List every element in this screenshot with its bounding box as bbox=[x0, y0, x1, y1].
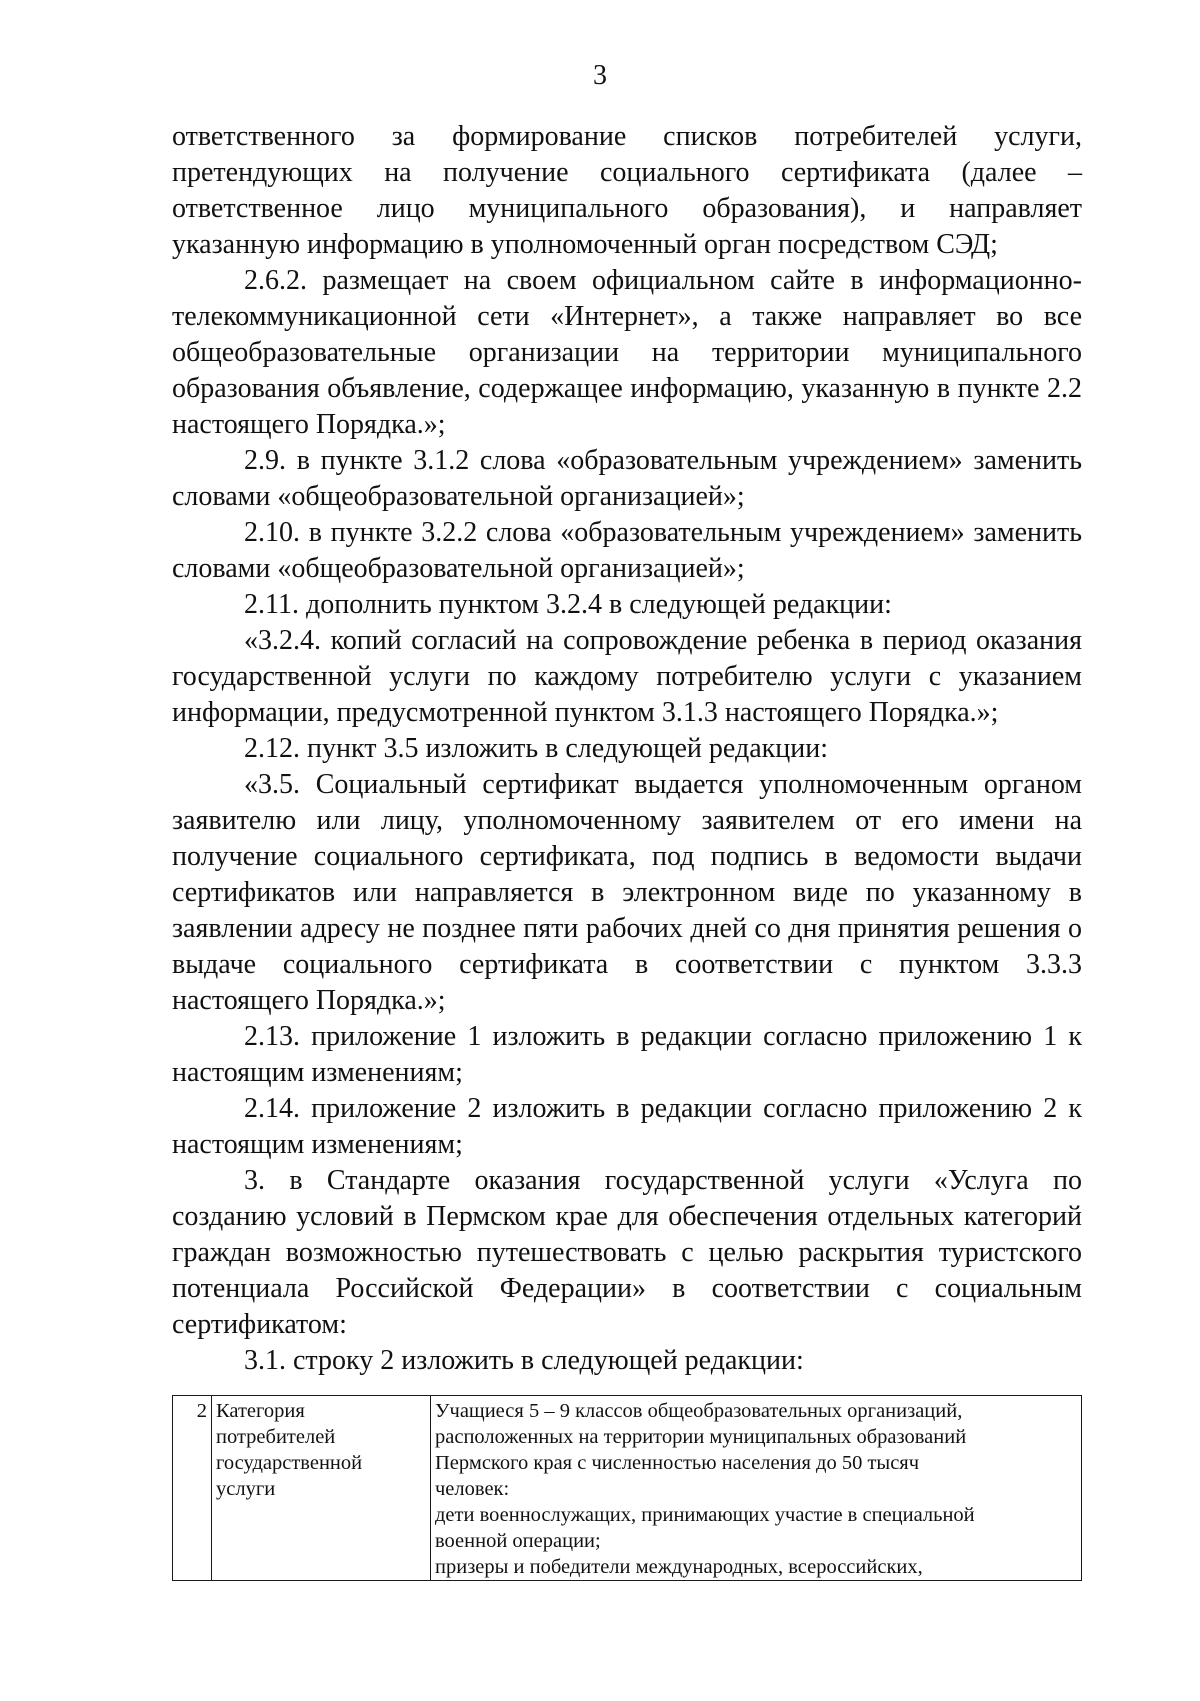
category-line: потребителей bbox=[216, 1426, 336, 1448]
paragraph-2-9: 2.9. в пункте 3.1.2 слова «образовательным учреждением» заменить словами «общеобразовательной организацией»; bbox=[172, 445, 1082, 512]
value-line: расположенных на территории муниципальных образований bbox=[435, 1426, 967, 1448]
paragraph-continuation: ответственного за формирование списков потребителей услуги, претендующих на получение социального сертификата (далее – ответственное лицо муниципального образования), и направляет указанную информацию в уполномоченный орган посредством СЭД; bbox=[172, 121, 1082, 260]
paragraph-2-14: 2.14. приложение 2 изложить в редакции согласно приложению 2 к настоящим изменениям; bbox=[172, 1093, 1082, 1160]
category-line: услуги bbox=[216, 1478, 276, 1500]
paragraph-3: 3. в Стандарте оказания государственной услуги «Услуга по созданию условий в Пермском крае для обеспечения отдельных категорий граждан возможностью путешествовать с целью раскрытия туристского потенциала Российской Федерации» в соответствии с социальным сертификатом: bbox=[172, 1165, 1082, 1340]
value-line: призеры и победители международных, всероссийских, bbox=[435, 1556, 923, 1578]
value-line: Пермского края с численностью населения до 50 тысяч bbox=[435, 1452, 920, 1474]
paragraph-2-12: 2.12. пункт 3.5 изложить в следующей редакции: bbox=[244, 733, 828, 764]
paragraph-3-1: 3.1. строку 2 изложить в следующей редакции: bbox=[244, 1345, 804, 1376]
category-line: государственной bbox=[216, 1452, 363, 1474]
paragraph-2-10: 2.10. в пункте 3.2.2 слова «образовательным учреждением» заменить словами «общеобразовательной организацией»; bbox=[172, 517, 1082, 584]
value-line: человек: bbox=[435, 1478, 510, 1500]
page-number: 3 bbox=[593, 60, 607, 91]
document-body bbox=[172, 119, 1082, 1379]
paragraph-3-5-quote: «3.5. Социальный сертификат выдается уполномоченным органом заявителю или лицу, уполномоченному заявителем от его имени на получение социального сертификата, под подпись в ведомости выдачи сертификатов или направляется в электронном виде по указанному в заявлении адресу не позднее пяти рабочих дней со дня принятия решения о выдаче социального сертификата в соответствии с пунктом 3.3.3 настоящего Порядка.»; bbox=[172, 769, 1082, 1016]
category-line: Категория bbox=[216, 1400, 305, 1422]
value-line: Учащиеся 5 – 9 классов общеобразовательных организаций, bbox=[435, 1400, 963, 1422]
paragraph-2-6-2: 2.6.2. размещает на своем официальном сайте в информационно-телекоммуникационной сети «Интернет», а также направляет во все общеобразовательные организации на территории муниципального образования объявление, содержащее информацию, указанную в пункте 2.2 настоящего Порядка.»; bbox=[172, 265, 1082, 440]
paragraph-2-13: 2.13. приложение 1 изложить в редакции согласно приложению 1 к настоящим изменениям; bbox=[172, 1021, 1082, 1088]
paragraph-3-2-4-quote: «3.2.4. копий согласий на сопровождение ребенка в период оказания государственной услуги по каждому потребителю услуги с указанием информации, предусмотренной пунктом 3.1.3 настоящего Порядка.»; bbox=[172, 625, 1082, 728]
value-cell bbox=[431, 1396, 1082, 1581]
value-line: военной операции; bbox=[435, 1530, 601, 1552]
value-line: дети военнослужащих, принимающих участие в специальной bbox=[435, 1504, 975, 1526]
table-row bbox=[173, 1396, 1082, 1581]
category-cell bbox=[212, 1396, 431, 1581]
paragraph-2-11: 2.11. дополнить пунктом 3.2.4 в следующей редакции: bbox=[244, 589, 892, 620]
service-standard-table bbox=[172, 1395, 1082, 1581]
row-number-cell: 2 bbox=[173, 1396, 212, 1581]
